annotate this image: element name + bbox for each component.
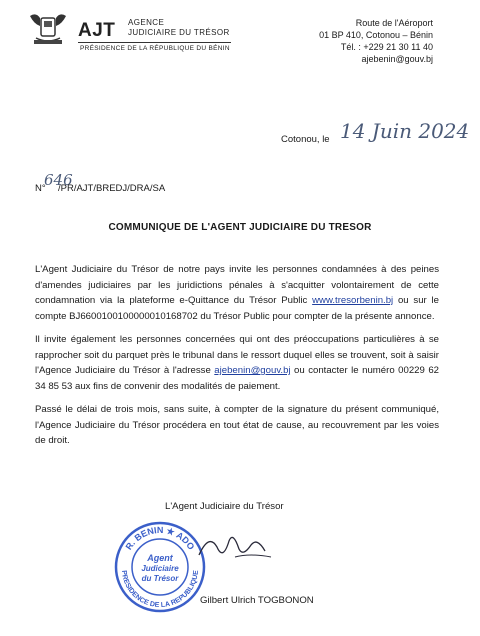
paragraph-1-text-b: ou sur le compte BJ6600100100000010168702 du Trésor Public pour compter de la présente annonce.	[35, 295, 439, 322]
agency-acronym: AJT	[78, 20, 116, 41]
document-title: COMMUNIQUE DE L'AGENT JUDICIAIRE DU TRESOR	[108, 222, 372, 233]
address-street: Route de l'Aéroport	[355, 18, 433, 28]
signatory-title: L'Agent Judiciaire du Trésor	[165, 501, 284, 512]
presidence-line: PRÉSIDENCE DE LA RÉPUBLIQUE DU BÉNIN	[80, 45, 230, 52]
paragraph-3: Passé le délai de trois mois, sans suite, à compter de la signature du présent communiqué, l'Agence Judiciaire du Trésor procédera en tout état de cause, au recouvrement par les voies de droit.	[35, 404, 439, 446]
header-divider	[78, 42, 231, 43]
paragraph-1-text-a: L'Agent Judiciaire du Trésor de notre pays invite les personnes condamnées à des peines d'amendes judiciaires par les juridictions pénales à s'acquitter volontairement de cette condamnation via la plateforme e-Quittance du Trésor Public	[35, 264, 439, 306]
official-stamp	[112, 519, 208, 615]
tresor-website-link[interactable]: www.tresorbenin.bj	[312, 295, 394, 306]
handwritten-signature	[195, 527, 275, 567]
paragraph-2-text-a: Il invite également les personnes concernées qui ont des préoccupations particulières à se rapprocher soit du parquet près le tribunal dans le ressort duquel elles se trouvent, soit à saisir l'Agence Judiciaire du Trésor à l'adresse	[35, 334, 439, 376]
stamp-ring-text-bottom: PRESIDENCE DE LA REPUBLIQUE	[119, 569, 201, 610]
agency-email-link[interactable]: ajebenin@gouv.bj	[214, 365, 291, 376]
paragraph-2-text-b: ou contacter le numéro 00229 62 34 85 53 aux fins de convenir des modalités de paiement.	[35, 365, 439, 392]
stamp-center-line2: Judiciaire	[141, 564, 179, 573]
coat-of-arms-logo	[28, 12, 68, 48]
reference-suffix: /PR/AJT/BREDJ/DRA/SA	[58, 183, 166, 194]
reference-number-handwritten: 646	[44, 171, 73, 189]
address-postal: 01 BP 410, Cotonou – Bénin	[319, 30, 433, 40]
address-phone: Tél. : +229 21 30 11 40	[340, 42, 433, 52]
agency-name-line1: AGENCE	[128, 18, 165, 27]
address-email: ajebenin@gouv.bj	[361, 54, 433, 64]
stamp-center-line1: Agent	[147, 553, 173, 563]
signatory-name: Gilbert Ulrich TOGBONON	[200, 595, 314, 606]
paragraph-2	[35, 332, 439, 394]
paragraph-1	[35, 262, 439, 324]
date-prefix: Cotonou, le	[281, 134, 330, 145]
agency-name-line2: JUDICIAIRE DU TRÉSOR	[128, 28, 230, 37]
stamp-ring-text-top: R. BENIN ★ ADO	[123, 524, 197, 552]
reference-prefix: N°	[35, 183, 46, 194]
stamp-center-line3: du Trésor	[141, 574, 179, 583]
document-body	[35, 262, 439, 457]
date-handwritten: 14 Juin 2024	[340, 119, 470, 143]
